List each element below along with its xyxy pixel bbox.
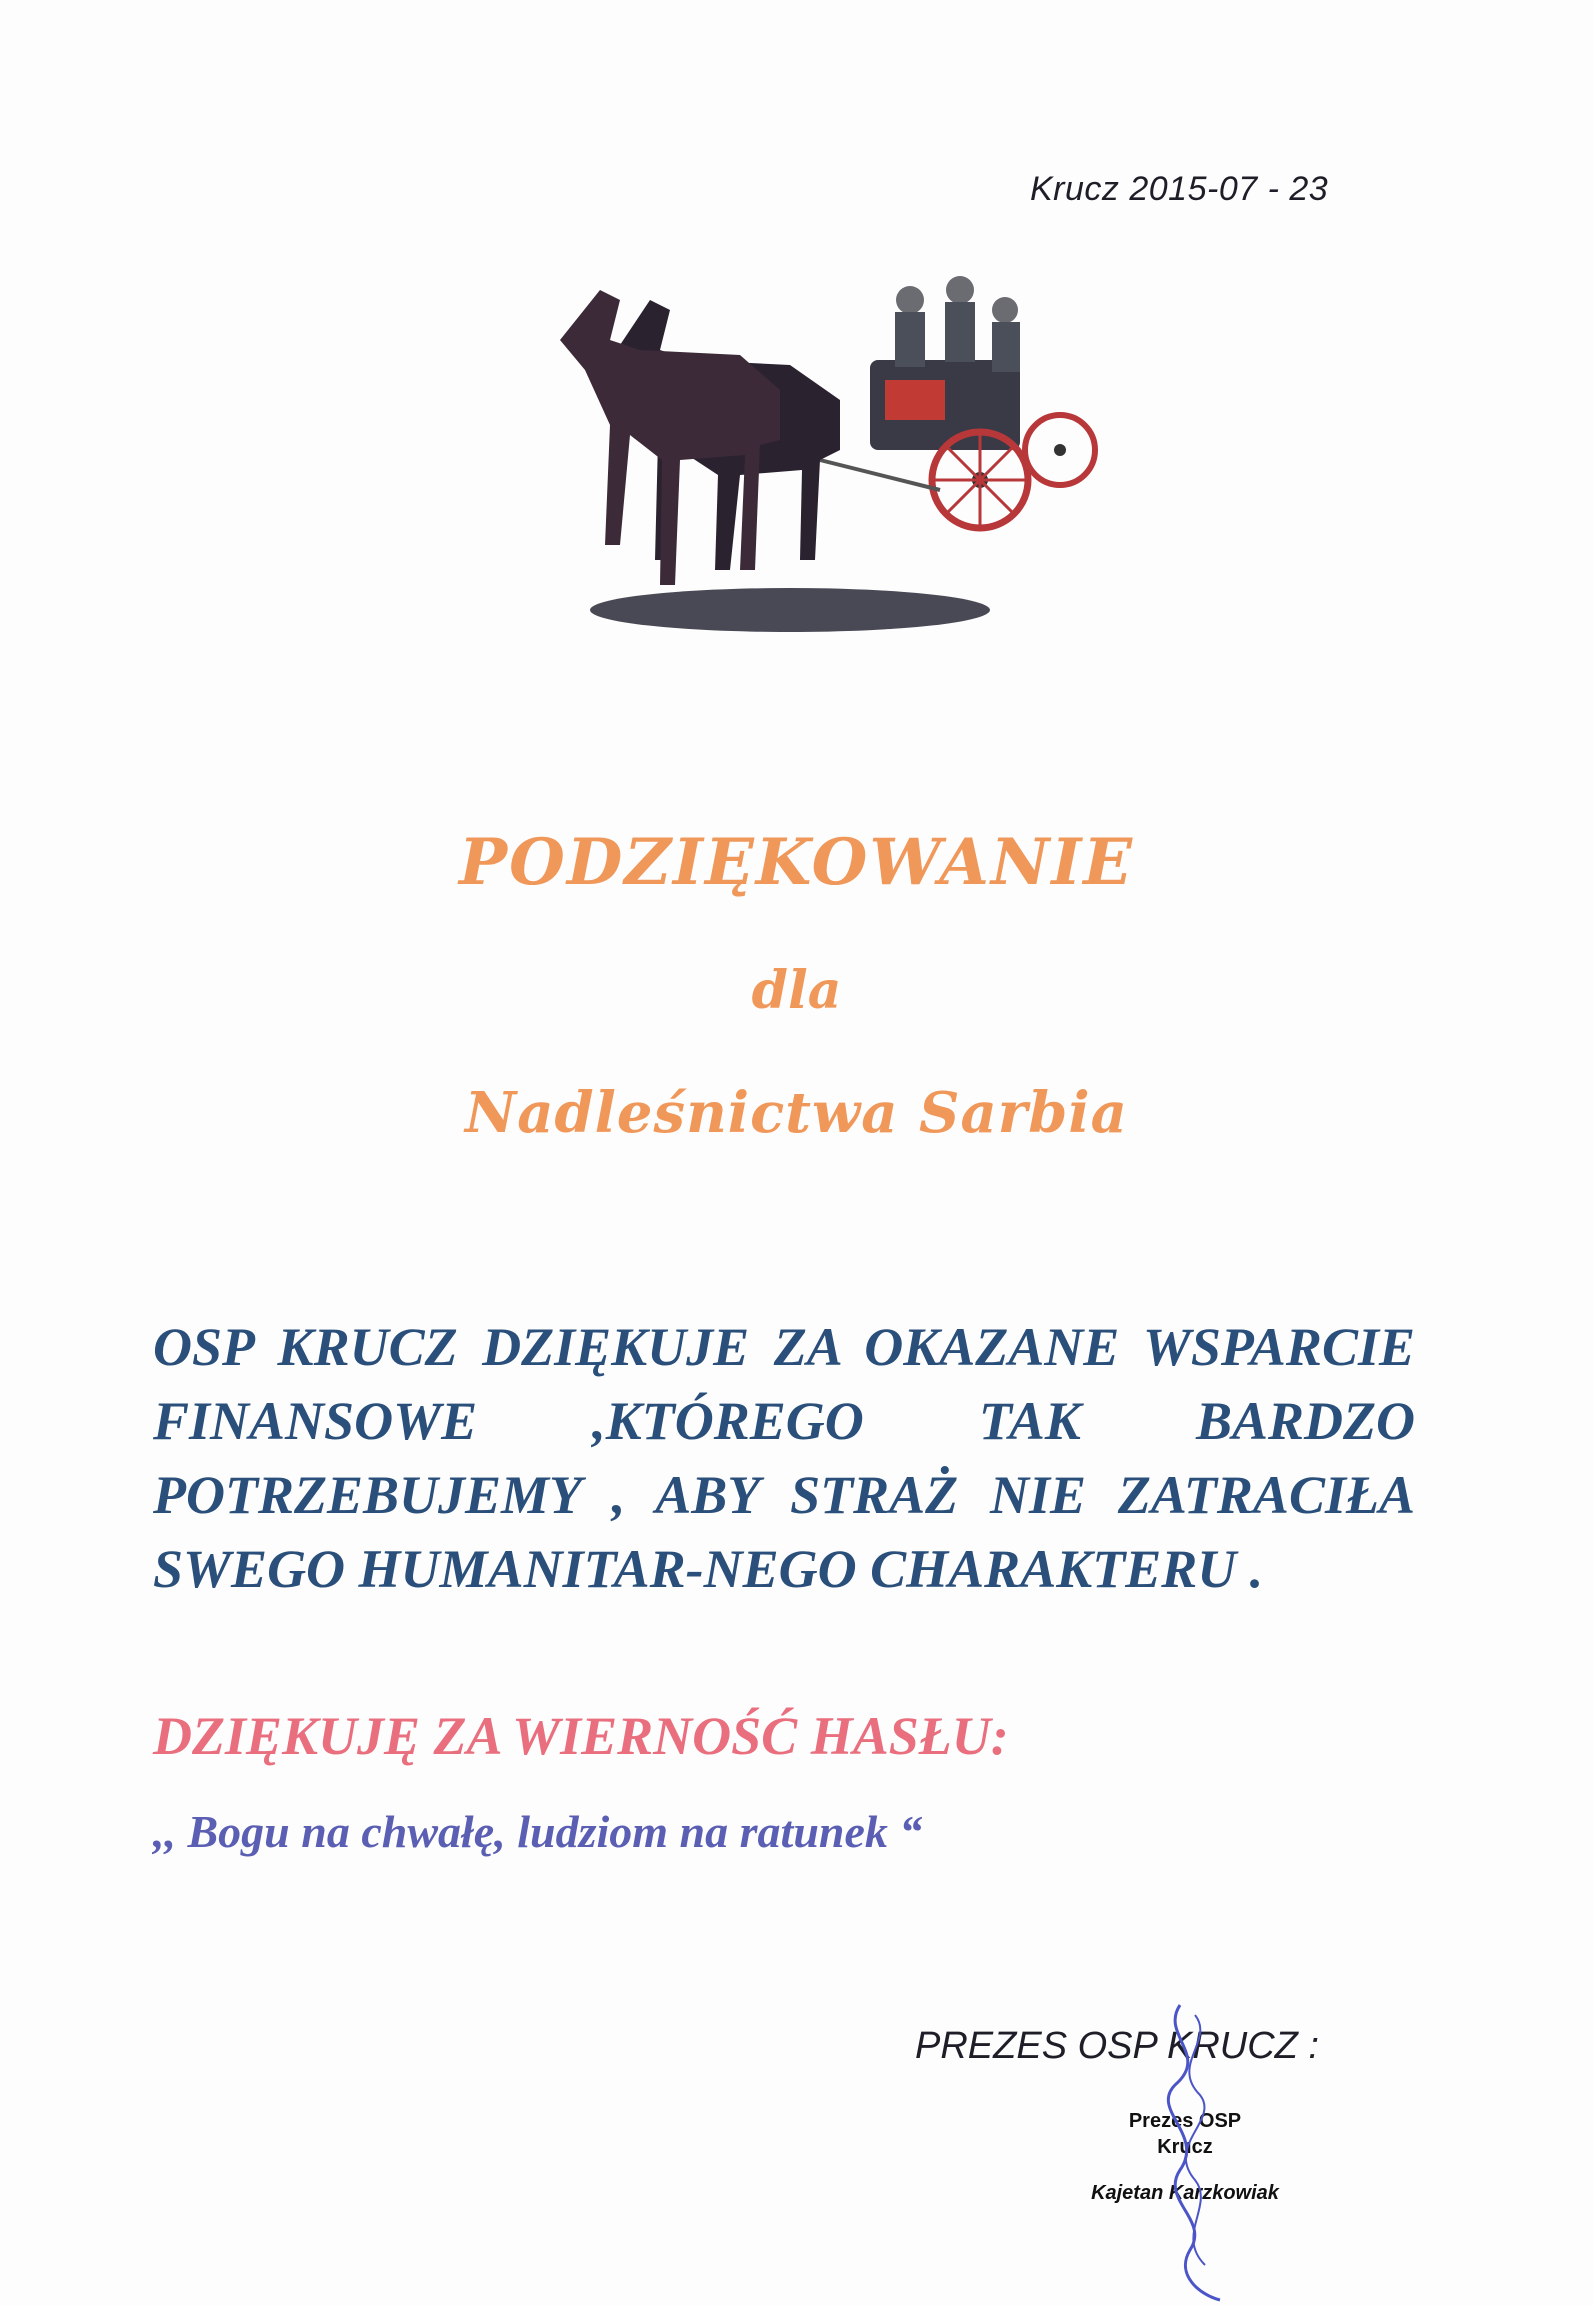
motto-heading: DZIĘKUJĘ ZA WIERNOŚĆ HASŁU: [153, 1706, 1009, 1766]
document-date: Krucz 2015-07 - 23 [1030, 170, 1329, 208]
horse-drawn-fire-carriage-illustration [540, 240, 1100, 650]
stamp-name: Kajetan Karzkowiak [1091, 2182, 1279, 2204]
document-title: PODZIĘKOWANIE [458, 825, 1135, 900]
motto-quote: ,, Bogu na chwałę, ludziom na ratunek “ [153, 1806, 923, 1857]
title-connector: dla [751, 960, 842, 1021]
handwritten-signature [1120, 1995, 1250, 2305]
recipient-name: Nadleśnictwa Sarbia [465, 1080, 1128, 1146]
stamp-line-1: Prezes OSP [1128, 2110, 1242, 2132]
thank-you-message: OSP KRUCZ DZIĘKUJE ZA OKAZANE WSPARCIE FINANSOWE ,KTÓREGO TAK BARDZO POTRZEBUJEMY , ABY STRAŻ NIE ZATRACIŁA SWEGO HUMANITAR-NEGO CHARAKTERU . [153, 1317, 1415, 1599]
stamp-line-2: Krucz [1157, 2136, 1213, 2158]
signatory-title: PREZES OSP KRUCZ : [915, 2025, 1319, 2067]
